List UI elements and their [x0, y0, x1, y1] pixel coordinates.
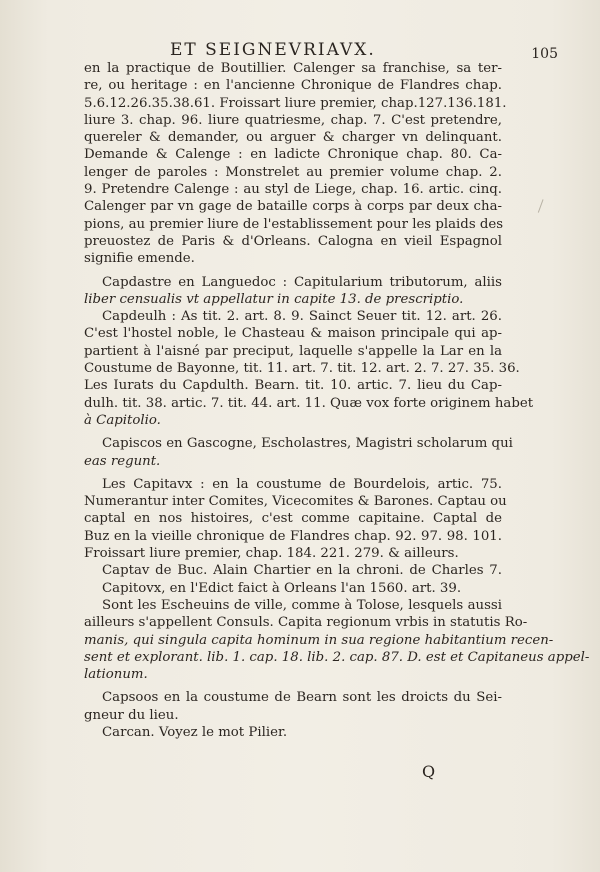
margin-mark — [538, 199, 549, 215]
text-line: dulh. tit. 38. artic. 7. tit. 44. art. 11. Quæ vox forte originem habet — [84, 395, 534, 411]
text-line: à Capitolio. — [84, 412, 161, 428]
entry-capsoos: Capsoos en la coustume de Bearn sont les droicts du Sei- — [102, 690, 502, 706]
text-line: Coustume de Bayonne, tit. 11. art. 7. tit. 12. art. 2. 7. 27. 35. 36. — [84, 361, 520, 377]
text-line: sent et explorant. lib. 1. cap. 18. lib. 2. cap. 87. D. est et Capitaneus appel- — [84, 649, 590, 665]
text-line: quereler & demander, ou arguer & charger vn delinquant. — [84, 130, 502, 146]
entry-capdastre: Capdastre en Languedoc : Capitularium tributorum, aliis — [102, 274, 502, 290]
text-line: Sont les Escheuins de ville, comme à Tolose, lesquels aussi — [102, 597, 502, 613]
entry-capitaux: Les Capitavx : en la coustume de Bourdelois, artic. 75. — [102, 476, 502, 492]
entry-capdeulh: Capdeulh : As tit. 2. art. 8. 9. Sainct Seuer tit. 12. art. 26. — [102, 309, 502, 325]
page-number: 105 — [531, 46, 558, 62]
text-line: 5.6.12.26.35.38.61. Froissart liure premier, chap.127.136.181. — [84, 95, 507, 111]
text-line: lenger de paroles : Monstrelet au premier volume chap. 2. — [84, 164, 502, 180]
text-line: Froissart liure premier, chap. 184. 221. 279. & ailleurs. — [84, 546, 459, 562]
text-line: liure 3. chap. 96. liure quatriesme, chap. 7. C'est pretendre, — [84, 112, 502, 128]
text-line: ailleurs s'appellent Consuls. Capita regionum vrbis in statutis Ro- — [84, 615, 528, 631]
text-line: captal en nos histoires, c'est comme capitaine. Captal de — [84, 511, 502, 527]
text-line: 9. Pretendre Calenge : au styl de Liege, chap. 16. artic. cinq. — [84, 182, 502, 198]
body-text — [84, 60, 590, 741]
running-head: ET SEIGNEVRIAVX. — [170, 40, 376, 60]
text-line: Les Iurats du Capdulth. Bearn. tit. 10. artic. 7. lieu du Cap- — [84, 378, 502, 394]
entry-captau: Captav de Buc. Alain Chartier en la chroni. de Charles 7. — [102, 563, 502, 579]
text-line: liber censualis vt appellatur in capite 13. de prescriptio. — [84, 291, 464, 307]
text-line: Demande & Calenge : en ladicte Chronique chap. 80. Ca- — [84, 147, 502, 163]
text-line: signifie emende. — [84, 251, 195, 267]
text-line: preuostez de Paris & d'Orleans. Calogna en vieil Espagnol — [84, 233, 502, 249]
text-line: pions, au premier liure de l'establissement pour les plaids des — [84, 216, 504, 232]
text-line: eas regunt. — [84, 453, 161, 469]
text-line: gneur du lieu. — [84, 707, 179, 723]
text-line: en la practique de Boutillier. Calenger sa franchise, sa ter- — [84, 61, 502, 76]
entry-capiscos: Capiscos en Gascogne, Escholastres, Magistri scholarum qui — [102, 436, 513, 452]
text-line: Numerantur inter Comites, Vicecomites & Barones. Captau ou — [84, 494, 507, 510]
text-line: Calenger par vn gage de bataille corps à corps par deux cha- — [84, 199, 502, 215]
entry-capitoux: Capitovx, en l'Edict faict à Orleans l'an 1560. art. 39. — [102, 580, 462, 596]
signature-mark: Q — [422, 762, 436, 781]
text-line: manis, qui singula capita hominum in sua regione habitantium recen- — [84, 632, 554, 648]
text-line: C'est l'hostel noble, le Chasteau & maison principale qui ap- — [84, 326, 502, 342]
text-line: re, ou heritage : en l'ancienne Chronique de Flandres chap. — [84, 78, 502, 94]
text-line: partient à l'aisné par preciput, laquelle s'appelle la Lar en la — [84, 343, 502, 359]
text-line: Buz en la vieille chronique de Flandres chap. 92. 97. 98. 101. — [84, 528, 502, 544]
entry-carcan: Carcan. Voyez le mot Pilier. — [102, 724, 288, 740]
text-line: lationum. — [84, 667, 148, 683]
